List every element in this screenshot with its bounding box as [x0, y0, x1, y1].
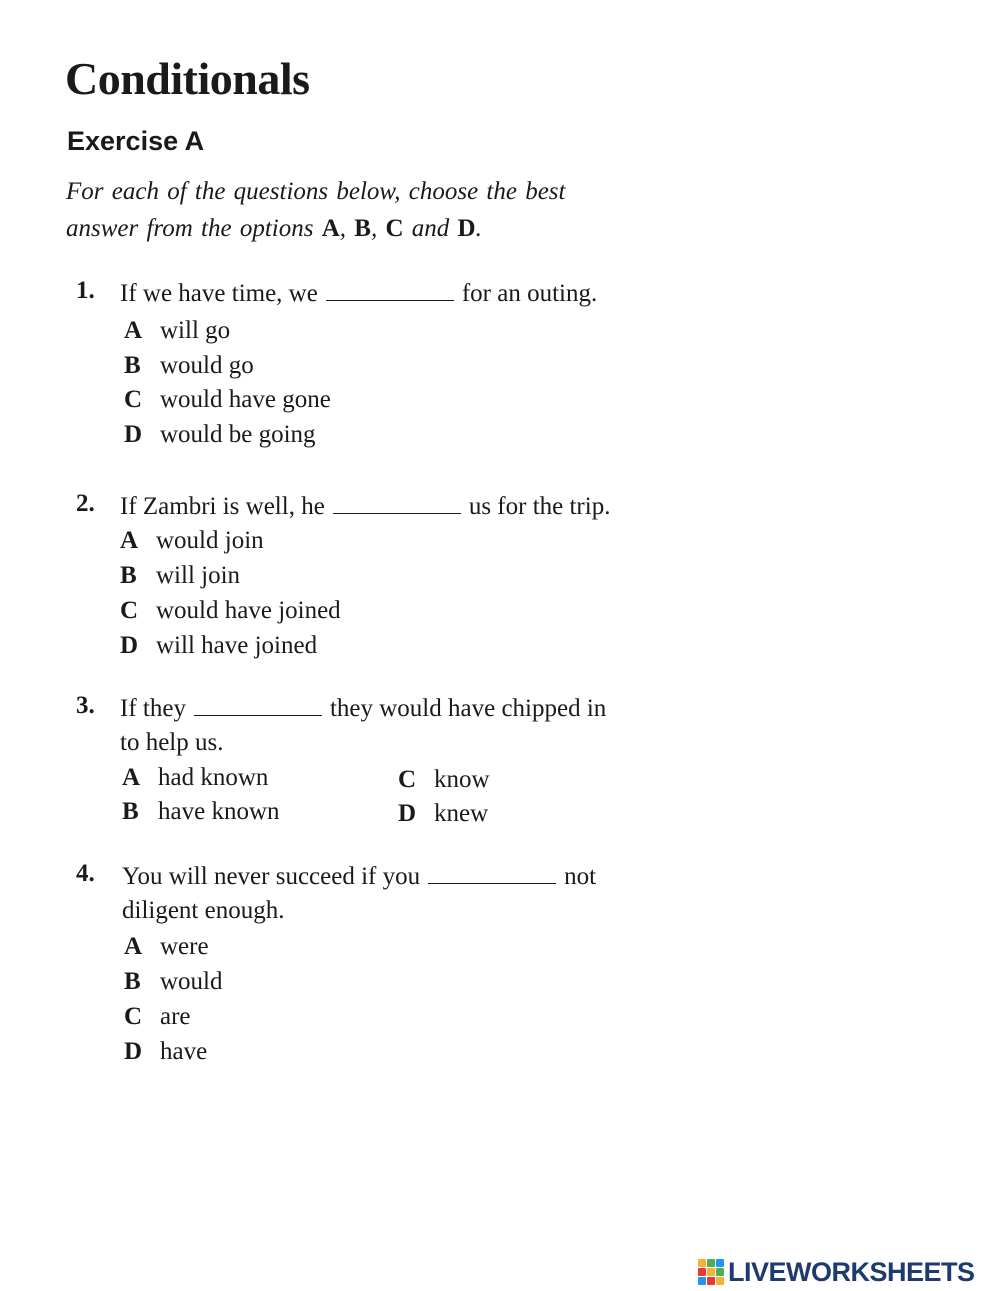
question-stem [122, 860, 702, 928]
option-d[interactable] [120, 629, 317, 663]
brand-grid-cell [716, 1277, 724, 1285]
option-b[interactable] [122, 795, 280, 829]
stem-after-blank: not [564, 863, 597, 890]
option-text: would have gone [160, 386, 331, 413]
option-text: have [160, 1038, 208, 1065]
liveworksheets-grid-icon [698, 1259, 724, 1285]
option-text: were [160, 933, 209, 960]
option-a[interactable] [122, 761, 268, 795]
comma: , [370, 215, 378, 242]
instructions [66, 173, 706, 247]
option-b[interactable] [124, 965, 223, 999]
option-c[interactable] [124, 383, 331, 417]
option-letter: D [124, 1038, 143, 1065]
answer-blank[interactable] [326, 282, 454, 301]
question-number: 3. [76, 692, 95, 719]
option-letter: A [124, 933, 143, 960]
liveworksheets-logo [698, 1257, 975, 1287]
period: . [475, 215, 482, 242]
option-letter-a: A [321, 215, 340, 242]
option-a[interactable] [124, 314, 230, 348]
option-letter: B [124, 968, 141, 995]
option-text: will join [156, 562, 241, 589]
brand-grid-cell [716, 1268, 724, 1276]
stem-after-blank: us for the trip. [468, 493, 611, 520]
option-text: are [160, 1003, 191, 1030]
option-d[interactable] [398, 797, 488, 831]
question-number: 1. [76, 277, 95, 304]
question-2 [76, 490, 716, 670]
question-stem [120, 490, 700, 524]
option-letter: A [122, 764, 141, 791]
option-letter-d: D [457, 215, 476, 242]
stem-before-blank: You will never succeed if you [122, 863, 421, 890]
option-text: will go [160, 317, 231, 344]
brand-name: LIVEWORKSHEETS [728, 1256, 975, 1287]
option-text: had known [158, 764, 269, 791]
stem-before-blank: If we have time, we [120, 280, 318, 307]
brand-grid-cell [707, 1259, 715, 1267]
option-letter: C [124, 386, 143, 413]
option-letter: C [120, 597, 139, 624]
brand-grid-cell [707, 1277, 715, 1285]
option-text: have known [158, 798, 280, 825]
option-letter: C [124, 1003, 143, 1030]
option-letter: D [124, 421, 143, 448]
option-letter: C [398, 766, 417, 793]
option-text: would go [160, 352, 254, 379]
option-a[interactable] [120, 524, 264, 558]
answer-blank[interactable] [428, 865, 556, 884]
option-letter: B [120, 562, 137, 589]
brand-grid-cell [716, 1259, 724, 1267]
option-text: would [160, 968, 223, 995]
question-stem [120, 277, 700, 311]
question-stem [120, 692, 700, 760]
brand-grid-cell [707, 1268, 715, 1276]
stem-after-blank: they would have chipped in [329, 695, 607, 722]
option-letter: A [120, 527, 139, 554]
question-1 [76, 277, 716, 457]
stem-before-blank: If they [120, 695, 186, 722]
exercise-heading: Exercise A [67, 126, 205, 156]
stem-before-blank: If Zambri is well, he [120, 493, 325, 520]
stem-line-2: to help us. [120, 729, 224, 756]
page-title: Conditionals [65, 53, 310, 104]
instructions-line-2: answer from the options [66, 215, 314, 242]
option-letter: B [122, 798, 139, 825]
option-letter: A [124, 317, 143, 344]
answer-blank[interactable] [333, 495, 461, 514]
comma: , [339, 215, 347, 242]
brand-grid-cell [698, 1259, 706, 1267]
brand-grid-cell [698, 1277, 706, 1285]
option-a[interactable] [124, 930, 209, 964]
option-b[interactable] [120, 559, 240, 593]
option-letter: D [398, 800, 417, 827]
option-text: knew [434, 800, 489, 827]
option-b[interactable] [124, 349, 254, 383]
option-text: would be going [160, 421, 316, 448]
option-text: will have joined [156, 632, 318, 659]
option-d[interactable] [124, 1035, 207, 1069]
stem-line-2: diligent enough. [122, 897, 285, 924]
question-number: 2. [76, 490, 95, 517]
option-letter-c: C [385, 215, 404, 242]
instructions-line-1: For each of the questions below, choose the best [66, 178, 566, 205]
question-number: 4. [76, 860, 95, 887]
option-text: would have joined [156, 597, 341, 624]
question-3 [76, 692, 716, 842]
option-c[interactable] [124, 1000, 191, 1034]
stem-after-blank: for an outing. [461, 280, 598, 307]
option-letter-b: B [354, 215, 371, 242]
option-text: know [434, 766, 490, 793]
option-letter: B [124, 352, 141, 379]
option-letter: D [120, 632, 139, 659]
option-text: would join [156, 527, 264, 554]
option-c[interactable] [120, 594, 341, 628]
option-d[interactable] [124, 418, 316, 452]
and-word: and [411, 215, 450, 242]
question-4 [76, 860, 716, 1080]
option-c[interactable] [398, 763, 490, 797]
brand-grid-cell [698, 1268, 706, 1276]
answer-blank[interactable] [194, 697, 322, 716]
